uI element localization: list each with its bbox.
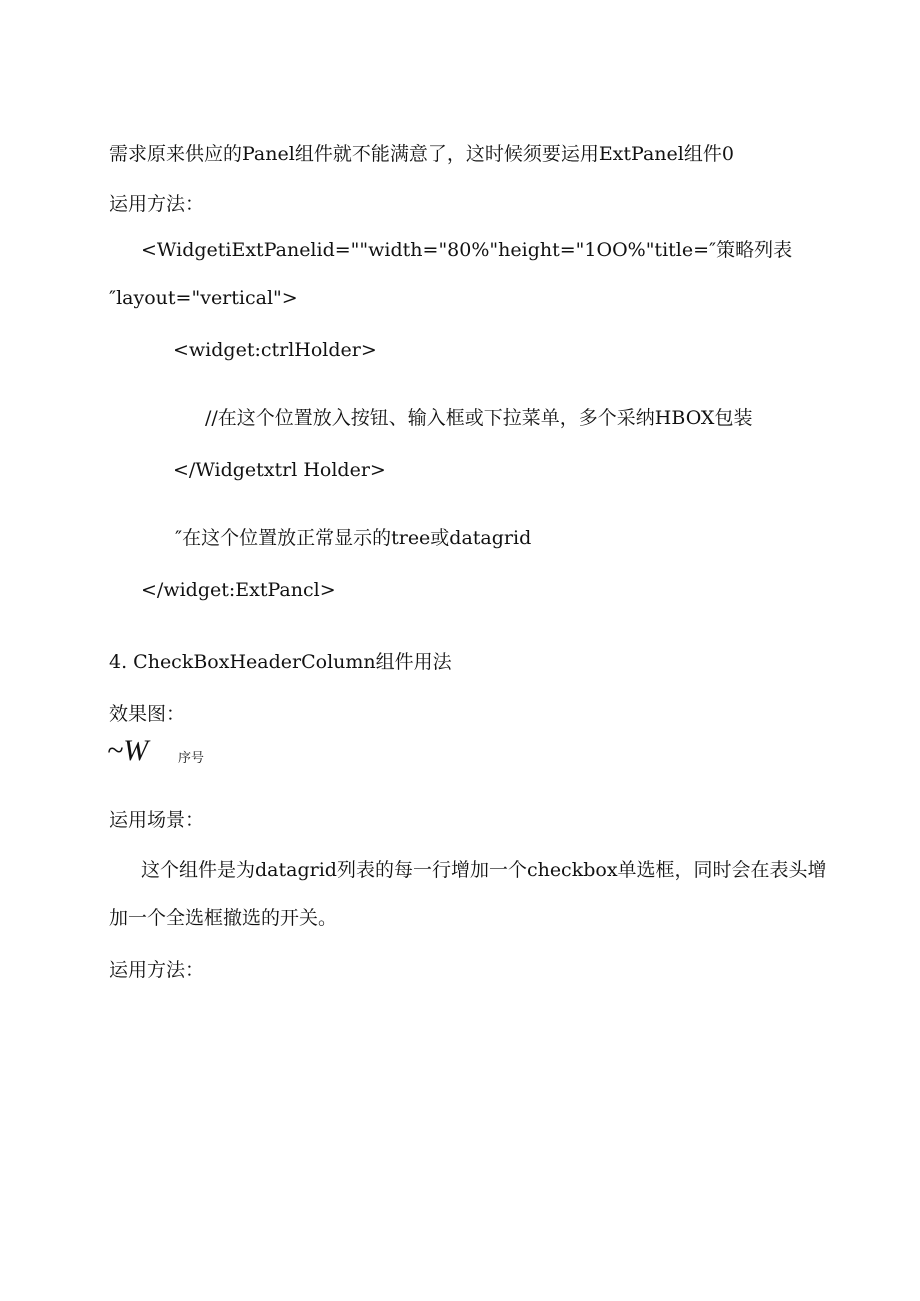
code-line-ext-panel-close: </widget:ExtPancl> xyxy=(141,579,336,601)
figure-checkbox-symbol: ~W xyxy=(107,734,149,767)
code-line-ext-panel-open: <WidgetiExtPanelid=""width="80%"height="1OO%"title=″策略列表 xyxy=(141,239,793,261)
figure-header-label: 序号 xyxy=(178,751,205,766)
text-line-component-description-2: 加一个全选框撤选的开关。 xyxy=(109,907,338,929)
text-line-usage-heading: 运用方法： xyxy=(109,193,205,215)
text-line-usage-scenario: 运用场景： xyxy=(109,809,205,831)
text-line-usage-method: 运用方法： xyxy=(109,959,205,981)
code-line-ctrl-holder-close: </Widgetxtrl Holder> xyxy=(173,459,386,481)
text-line-effect-figure: 效果图： xyxy=(109,703,186,725)
code-line-ctrl-holder-comment: //在这个位置放入按钮、输入框或下拉菜单，多个采纳HBOX包装 xyxy=(205,407,753,429)
text-line-ext-panel-intro: 需求原来供应的Panel组件就不能满意了，这时候须要运用ExtPanel组件0 xyxy=(109,143,734,165)
code-line-content-comment: ″在这个位置放正常显示的tree或datagrid xyxy=(175,527,532,549)
text-line-component-description-1: 这个组件是为datagrid列表的每一行增加一个checkbox单选框，同时会在表头增 xyxy=(141,859,827,881)
section-heading-checkbox-header-column: 4. CheckBoxHeaderColumn组件用法 xyxy=(109,651,452,673)
code-line-ctrl-holder-open: <widget:ctrlHolder> xyxy=(173,339,377,361)
code-line-ext-panel-layout: ″layout="vertical"> xyxy=(109,287,298,309)
